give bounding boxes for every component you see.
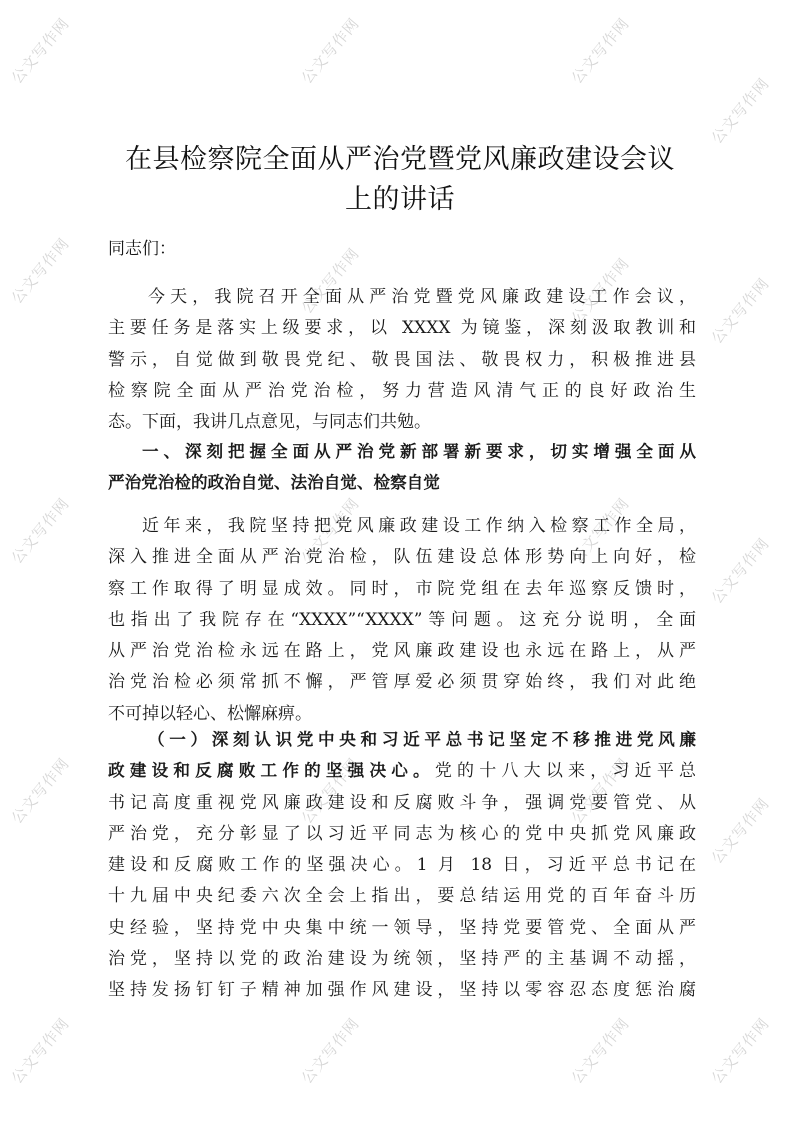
- paragraph-line: 史经验，坚持党中央集中统一领导，坚持党要管党、全面从严: [108, 917, 696, 938]
- watermark: 公文写作网: [707, 74, 774, 148]
- watermark: 公文写作网: [707, 274, 774, 348]
- salutation-text: 同志们：: [108, 239, 176, 259]
- watermark: 公文写作网: [567, 254, 634, 328]
- paragraph-line: 书记高度重视党风廉政建设和反腐败斗争，强调党要管党、从: [108, 792, 696, 813]
- watermark: 公文写作网: [297, 14, 364, 88]
- paragraph-line-mixed: [108, 755, 696, 787]
- title-line: 在县检察院全面从严治党暨党风廉政建设会议: [125, 144, 675, 175]
- watermark: 公文写作网: [567, 14, 634, 88]
- paragraph-text: 党的十八大以来，习近平总: [434, 761, 696, 782]
- paragraph-line: 治党，坚持以党的政治建设为统领，坚持严的主基调不动摇，: [108, 949, 696, 970]
- subheading-line: （一）深刻认识党中央和习近平总书记坚定不移推进党风廉: [148, 730, 696, 749]
- watermark: 公文写作网: [297, 494, 364, 568]
- paragraph-line: 深入推进全面从严治党治检，队伍建设总体形势向上向好，检: [108, 547, 696, 568]
- watermark: 公文写作网: [707, 794, 774, 868]
- watermark: 公文写作网: [7, 754, 74, 828]
- intro-paragraph: [108, 282, 696, 438]
- watermark: 公文写作网: [707, 534, 774, 608]
- salutation: [108, 234, 696, 265]
- watermark: 公文写作网: [7, 1014, 74, 1088]
- watermark: 公文写作网: [707, 1014, 774, 1088]
- heading-line: 严治党治检的政治自觉、法治自觉、检察自觉: [108, 473, 440, 493]
- paragraph-line: 近年来，我院坚持把党风廉政建设工作纳入检察工作全局，: [142, 516, 696, 536]
- title-line: 上的讲话: [345, 184, 455, 215]
- watermark: 公文写作网: [567, 754, 634, 828]
- paragraph-line: 从严治党治检永远在路上，党风廉政建设也永远在路上，从严: [108, 641, 696, 662]
- watermark: 公文写作网: [567, 494, 634, 568]
- paragraph-line: 主要任务是落实上级要求，以 XXXX 为镜鉴，深刻汲取教训和: [108, 318, 696, 339]
- paragraph-line: 态。下面，我讲几点意见，与同志们共勉。: [108, 412, 431, 433]
- watermark: 公文写作网: [567, 1014, 634, 1088]
- paragraph-line: 坚持发扬钉钉子精神加强作风建设，坚持以零容忍态度惩治腐: [108, 980, 696, 1001]
- paragraph-3: [108, 724, 696, 1007]
- paragraph-line: 警示，自觉做到敬畏党纪、敬畏国法、敬畏权力，积极推进县: [108, 349, 696, 370]
- watermark: 公文写作网: [297, 244, 364, 318]
- watermark: 公文写作网: [297, 1014, 364, 1088]
- paragraph-line: 今天，我院召开全面从严治党暨党风廉政建设工作会议，: [148, 287, 696, 307]
- paragraph-line: 治党治检必须常抓不懈，严管厚爱必须贯穿始终，我们对此绝: [108, 672, 696, 693]
- document-title: [100, 140, 700, 220]
- paragraph-line: 也指出了我院存在“XXXX”“XXXX”等问题。这充分说明，全面: [108, 609, 696, 630]
- paragraph-line: 建设和反腐败工作的坚强决心。1 月 18 日，习近平总书记在: [108, 855, 696, 876]
- watermark: 公文写作网: [7, 494, 74, 568]
- paragraph-line: 严治党，充分彰显了以习近平同志为核心的党中央抓党风廉政: [108, 823, 696, 844]
- watermark: 公文写作网: [7, 14, 74, 88]
- paragraph-line: 十九届中央纪委六次全会上指出，要总结运用党的百年奋斗历: [108, 886, 696, 907]
- paragraph-line: 检察院全面从严治党治检，努力营造风清气正的良好政治生: [108, 380, 696, 401]
- paragraph-line: 察工作取得了明显成效。同时，市院党组在去年巡察反馈时，: [108, 578, 696, 599]
- watermark: 公文写作网: [7, 234, 74, 308]
- subheading-tail: 政建设和反腐败工作的坚强决心。: [108, 761, 435, 781]
- paragraph-2: [108, 511, 696, 730]
- paragraph-line: 不可掉以轻心、松懈麻痹。: [108, 703, 312, 724]
- watermark: 公文写作网: [297, 754, 364, 828]
- heading-line: 一、深刻把握全面从严治党新部署新要求，切实增强全面从: [142, 442, 696, 461]
- section-heading-1: [108, 436, 696, 499]
